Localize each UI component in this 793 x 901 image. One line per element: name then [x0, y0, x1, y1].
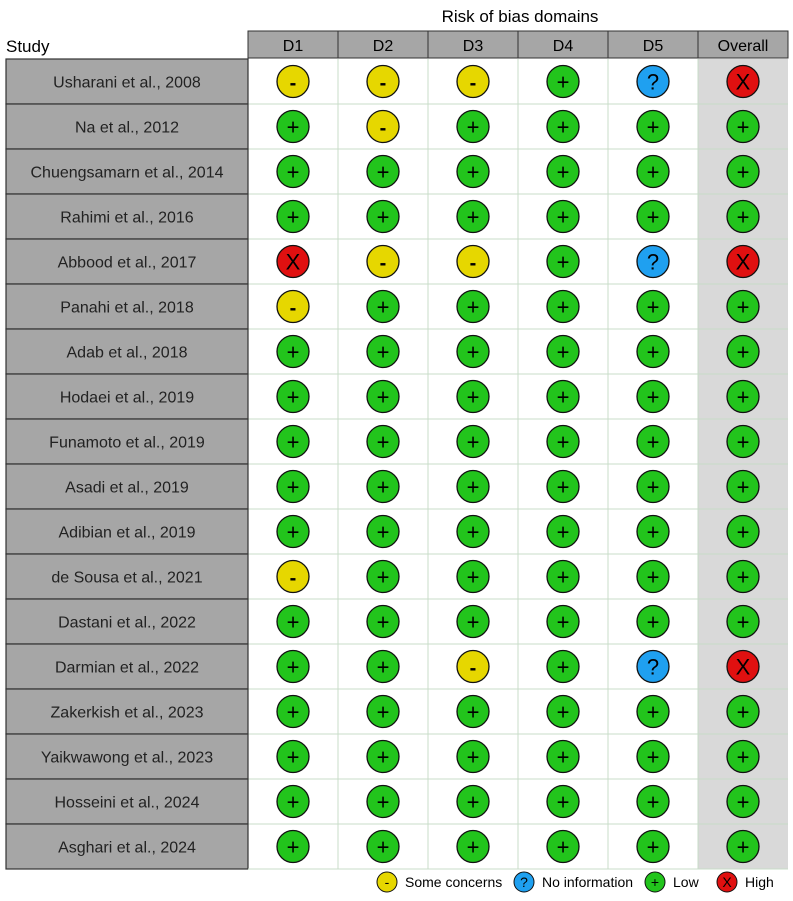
study-label: Na et al., 2012	[74, 119, 180, 137]
domain-header-label: D3	[462, 38, 484, 55]
study-label: Abbood et al., 2017	[57, 254, 197, 272]
rating-symbol: -	[469, 72, 477, 95]
rating-symbol: +	[466, 384, 480, 410]
rating-symbol: +	[466, 564, 480, 590]
rating-symbol: ?	[646, 654, 660, 680]
domain-header-label: D2	[372, 38, 394, 55]
rating-symbol: +	[736, 699, 750, 725]
rating-symbol: +	[286, 474, 300, 500]
rating-symbol: +	[736, 834, 750, 860]
rating-symbol: +	[376, 564, 390, 590]
study-label: Darmian et al., 2022	[54, 659, 200, 677]
domain-header-label: D1	[282, 38, 304, 55]
rating-symbol: +	[286, 654, 300, 680]
rating-symbol: +	[376, 609, 390, 635]
legend-label: Some concerns	[405, 874, 503, 890]
rating-symbol: +	[466, 339, 480, 365]
rating-symbol: -	[379, 117, 387, 140]
rating-symbol: +	[556, 339, 570, 365]
rating-symbol: +	[736, 159, 750, 185]
study-label: Zakerkish et al., 2023	[50, 704, 204, 722]
rating-symbol: +	[736, 744, 750, 770]
study-label: Rahimi et al., 2016	[60, 209, 194, 227]
rating-symbol: +	[646, 114, 660, 140]
rating-symbol: +	[736, 789, 750, 815]
rating-symbol: -	[379, 72, 387, 95]
rating-symbol: +	[466, 204, 480, 230]
chart-title: Risk of bias domains	[441, 7, 599, 26]
rating-symbol: ?	[646, 249, 660, 275]
domain-header-label: D5	[642, 38, 664, 55]
rating-symbol: +	[736, 384, 750, 410]
rating-symbol: +	[466, 159, 480, 185]
legend-symbol: +	[650, 874, 660, 890]
rating-symbol: +	[646, 474, 660, 500]
study-label: Asghari et al., 2024	[58, 839, 196, 857]
rating-symbol: +	[736, 519, 750, 545]
study-label: Hosseini et al., 2024	[54, 794, 200, 812]
rating-symbol: -	[289, 72, 297, 95]
study-label: Adab et al., 2018	[66, 344, 188, 362]
rating-symbol: +	[376, 699, 390, 725]
study-label: Chuengsamarn et al., 2014	[30, 164, 224, 182]
rating-symbol: +	[466, 609, 480, 635]
rating-symbol: +	[646, 834, 660, 860]
rating-symbol: +	[556, 654, 570, 680]
rating-symbol: +	[556, 564, 570, 590]
rating-symbol: -	[379, 252, 387, 275]
rating-symbol: +	[376, 204, 390, 230]
rating-symbol: +	[646, 339, 660, 365]
rating-symbol: +	[646, 429, 660, 455]
study-label: Funamoto et al., 2019	[49, 434, 205, 452]
rating-symbol: +	[286, 699, 300, 725]
rating-symbol: X	[735, 654, 751, 680]
rating-symbol: +	[466, 744, 480, 770]
rating-symbol: -	[289, 297, 297, 320]
legend	[377, 872, 774, 892]
rating-symbol: +	[646, 609, 660, 635]
rating-symbol: +	[286, 789, 300, 815]
study-label: Asadi et al., 2019	[65, 479, 189, 497]
study-label: Adibian et al., 2019	[58, 524, 196, 542]
rating-symbol: +	[556, 114, 570, 140]
rating-symbol: +	[646, 789, 660, 815]
legend-symbol: -	[384, 874, 390, 890]
rating-symbol: +	[556, 834, 570, 860]
rating-symbol: -	[289, 567, 297, 590]
rating-symbol: +	[376, 744, 390, 770]
rating-symbol: +	[736, 609, 750, 635]
rating-symbol: +	[556, 159, 570, 185]
legend-symbol: ?	[520, 874, 528, 890]
rating-symbol: +	[286, 744, 300, 770]
rating-symbol: +	[556, 474, 570, 500]
rating-symbol: +	[556, 429, 570, 455]
legend-label: High	[745, 874, 774, 890]
study-label: Hodaei et al., 2019	[59, 389, 195, 407]
rating-symbol: +	[286, 609, 300, 635]
rating-symbol: +	[556, 384, 570, 410]
rating-symbol: +	[556, 249, 570, 275]
rating-symbol: -	[469, 657, 477, 680]
study-label: de Sousa et al., 2021	[51, 569, 203, 587]
rating-symbol: +	[556, 744, 570, 770]
rating-symbol: +	[286, 834, 300, 860]
rating-symbol: +	[646, 699, 660, 725]
rating-symbol: +	[736, 339, 750, 365]
domain-header-label: Overall	[717, 38, 769, 55]
rating-symbol: +	[466, 294, 480, 320]
rating-symbol: +	[376, 519, 390, 545]
rating-symbol: +	[466, 789, 480, 815]
legend-label: No information	[542, 874, 634, 890]
rating-symbol: +	[556, 699, 570, 725]
study-label: Dastani et al., 2022	[58, 614, 196, 632]
rating-symbol: +	[376, 834, 390, 860]
rating-symbol: +	[646, 204, 660, 230]
rating-symbol: X	[735, 249, 751, 275]
rating-symbol: +	[286, 114, 300, 140]
rating-symbol: +	[466, 474, 480, 500]
rating-symbol: +	[466, 114, 480, 140]
rating-symbol: ?	[646, 69, 660, 95]
rating-symbol: +	[736, 429, 750, 455]
rating-symbol: +	[376, 159, 390, 185]
rating-symbol: +	[556, 69, 570, 95]
rating-symbol: X	[735, 69, 751, 95]
rating-symbol: +	[736, 204, 750, 230]
rating-symbol: +	[286, 429, 300, 455]
rating-symbol: +	[556, 609, 570, 635]
legend-label: Low	[673, 874, 699, 890]
rating-symbol: +	[646, 519, 660, 545]
study-column-header: Study	[6, 37, 50, 56]
rating-symbol: +	[646, 159, 660, 185]
rating-symbol: +	[466, 699, 480, 725]
rating-symbol: +	[646, 744, 660, 770]
rating-symbol: +	[376, 789, 390, 815]
rating-symbol: +	[286, 519, 300, 545]
rating-symbol: +	[646, 564, 660, 590]
study-label: Usharani et al., 2008	[53, 74, 201, 92]
study-label: Yaikwawong et al., 2023	[40, 749, 214, 767]
rating-symbol: +	[376, 339, 390, 365]
rating-symbol: +	[736, 564, 750, 590]
rating-symbol: +	[556, 204, 570, 230]
rating-symbol: +	[286, 339, 300, 365]
rating-symbol: +	[556, 519, 570, 545]
rating-symbol: +	[286, 159, 300, 185]
rating-symbol: +	[376, 294, 390, 320]
rating-symbol: X	[285, 249, 301, 275]
legend-symbol: X	[722, 874, 732, 890]
rating-symbol: +	[376, 474, 390, 500]
rating-symbol: +	[376, 429, 390, 455]
rating-symbol: +	[736, 474, 750, 500]
rating-symbol: +	[466, 519, 480, 545]
rating-symbol: +	[376, 384, 390, 410]
rating-symbol: -	[469, 252, 477, 275]
rating-symbol: +	[646, 294, 660, 320]
rating-symbol: +	[286, 384, 300, 410]
rating-symbol: +	[376, 654, 390, 680]
rating-symbol: +	[736, 114, 750, 140]
rating-symbol: +	[646, 384, 660, 410]
rating-symbol: +	[466, 834, 480, 860]
rating-symbol: +	[556, 789, 570, 815]
study-label: Panahi et al., 2018	[60, 299, 194, 317]
rating-symbol: +	[466, 429, 480, 455]
rating-symbol: +	[556, 294, 570, 320]
domain-header-label: D4	[552, 38, 574, 55]
rating-symbol: +	[736, 294, 750, 320]
rating-grid	[6, 31, 788, 869]
rating-symbol: +	[286, 204, 300, 230]
